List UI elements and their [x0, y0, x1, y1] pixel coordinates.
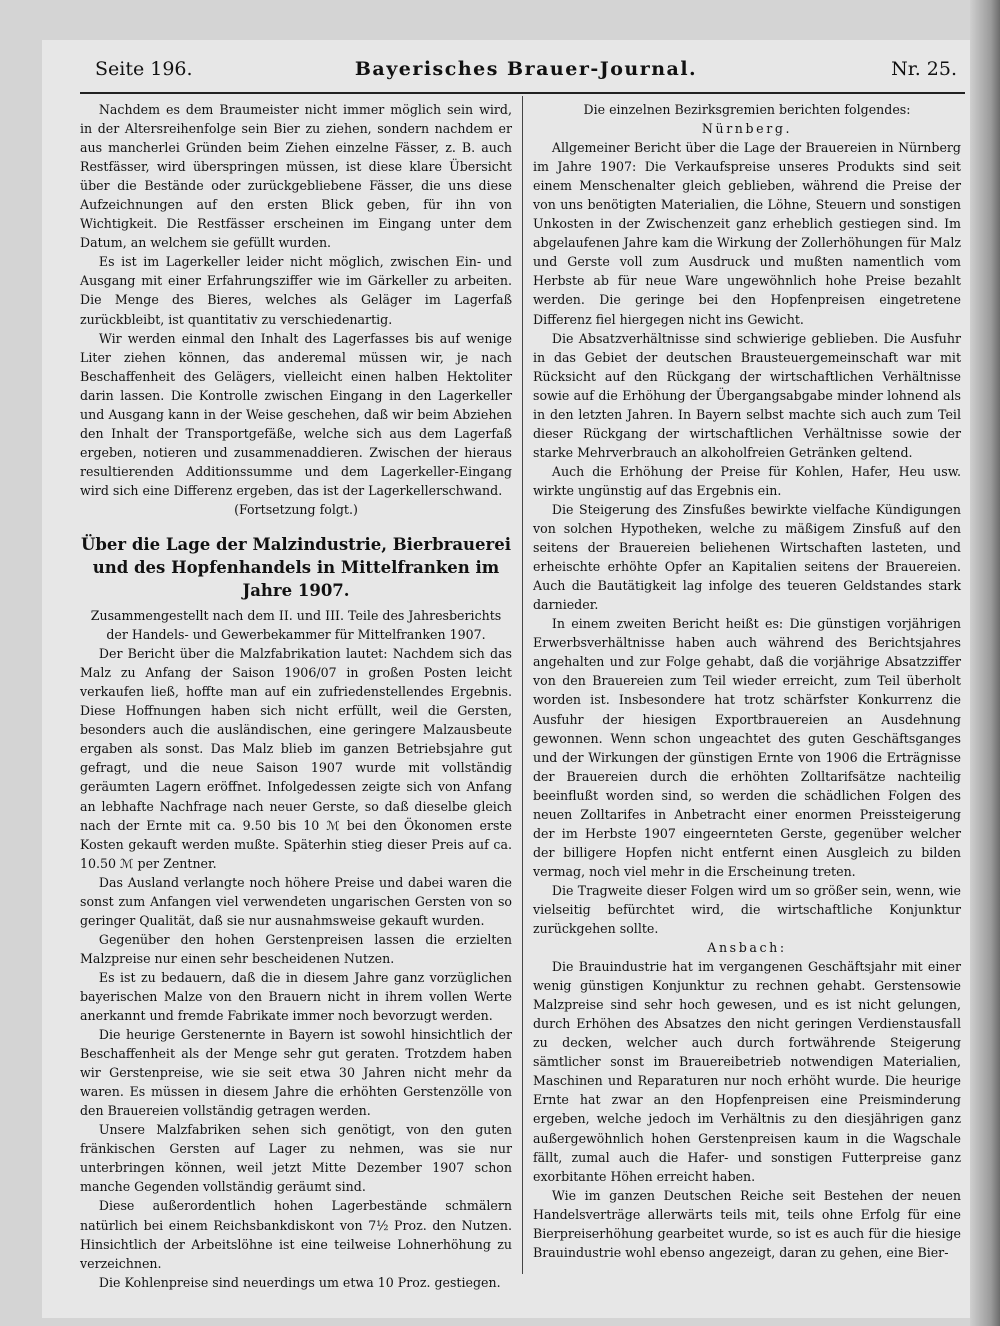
paragraph: Die Brauindustrie hat im vergangenen Geschäftsjahr mit einer wenig günstigen Konjunktur zu rechnen gehabt. Gerstensowie Malzpreise sind sehr hoch gewesen, und es ist nicht gelungen, durch Erhöhen des Absatzes den nicht geringen Verdienstausfall zu decken, welcher auch durch fortwährende Steigerung sämtlicher sonst im Brauereibetrieb notwendigen Materialien, Maschinen und Reparaturen nur noch erhöht wurde. Die heurige Ernte hat zwar an den Hopfenpreisen eine Preisminderung ergeben, welche jedoch im Verhältnis zu den diesjährigen ganz außergewöhnlich hohen Gerstenpreisen kaum in die Wagschale fällt, zumal auch die Hafer- und sonstigen Futterpreise ganz exorbitante Höhen erreicht haben. [533, 959, 961, 1184]
article-headline: Über die Lage der Malzindustrie, Bierbrauerei und des Hopfenhandels in Mittelfranken im Jahre 1907. [81, 535, 511, 601]
column-divider [522, 96, 523, 1274]
paragraph: Wir werden einmal den Inhalt des Lagerfasses bis auf wenige Liter ziehen können, das anderemal müssen wir, je nach Beschaffenheit des Gelägers, vielleicht einen halben Hektoliter darin lassen. Die Kontrolle zwischen Eingang in den Lagerkeller und Ausgang kann in der Weise geschehen, daß wir beim Abziehen den Inhalt der Transportgefäße, welche sich aus dem Lagerfaß ergeben, notieren und zusammenaddieren. Zwischen der hieraus resultierenden Additionssumme und dem Lagerkeller-Eingang wird sich eine Differenz ergeben, das ist der Lagerkellerschwand. [80, 330, 512, 498]
continuation-note: (Fortsetzung folgt.) [234, 501, 358, 517]
section-heading: Ansbach: [707, 940, 787, 956]
paragraph: Die heurige Gerstenernte in Bayern ist sowohl hinsichtlich der Beschaffenheit als der Menge sehr gut geraten. Trotzdem haben wir Gerstenpreise, wie sie seit etwa 30 Jahren nicht mehr da waren. Es müssen in diesem Jahre die erhöhten Gerstenzölle von den Brauereien vollständig getragen werden. [80, 1027, 512, 1119]
section-heading: Nürnberg. [701, 121, 793, 137]
article-subtitle: Zusammengestellt nach dem II. und III. Teile des Jahresberichts der Handels- und Gewerbekammer für Mittelfranken 1907. [90, 608, 502, 643]
paragraph: In einem zweiten Bericht heißt es: Die günstigen vorjährigen Erwerbsverhältnisse haben auch während des Berichtsjahres angehalten und zur Folge gehabt, daß die vorjährige Absatzziffer von den Brauereien zum Teil wieder erreicht, zum Teil überholt worden ist. Insbesondere hat trotz schärfster Konkurrenz die Ausfuhr der hiesigen Exportbrauereien an Ausdehnung gewonnen. Wenn schon ungeachtet des guten Geschäftsganges und der Wirkungen der günstigen Ernte von 1906 die Erträgnisse der Brauereien durch die erhöhten Zolltarifsätze nachteilig beeinflußt worden sind, so werden die schädlichen Folgen des neuen Zolltarifes in Anbetracht einer enormen Preissteigerung der im Herbste 1907 eingeernteten Gerste, gegenüber welcher der billigere Hopfen nicht entfernt einen Ausgleich zu bilden vermag, noch viel mehr in die Erscheinung treten. [533, 616, 961, 879]
page-header [95, 58, 957, 88]
header-rule [80, 92, 965, 94]
right-column [533, 100, 961, 1262]
paragraph: Die einzelnen Bezirksgremien berichten folgendes: [583, 102, 911, 117]
paragraph: Diese außerordentlich hohen Lagerbestände schmälern natürlich bei einem Reichsbankdiskont von 7½ Proz. den Nutzen. Hinsichtlich der Arbeitslöhne ist eine teilweise Lohnerhöhung zu verzeichnen. [80, 1198, 512, 1271]
paragraph: Nachdem es dem Braumeister nicht immer möglich sein wird, in der Altersreihenfolge sein Bier zu ziehen, sondern nachdem er aus mancherlei Gründen beim Ziehen einzelne Fässer, z. B. auch Restfässer, wird überspringen müssen, ist diese klare Übersicht über die Bestände oder zurückgebliebene Fässer, die uns diese Aufzeichnungen auf den ersten Blick geben, für ihn von Wichtigkeit. Die Restfässer erscheinen im Eingang unter dem Datum, an welchem sie gefüllt wurden. [80, 102, 512, 251]
paragraph: Es ist im Lagerkeller leider nicht möglich, zwischen Ein- und Ausgang mit einer Erfahrungsziffer wie im Gärkeller zu arbeiten. Die Menge des Bieres, welches als Geläger im Lagerfaß zurückbleibt, ist quantitativ zu verschiedenartig. [80, 254, 512, 327]
issue-number: Nr. 25. [891, 58, 957, 80]
paragraph: Allgemeiner Bericht über die Lage der Brauereien in Nürnberg im Jahre 1907: Die Verkaufspreise unseres Produkts sind seit einem Menschenalter gleich geblieben, während die Preise der von uns benötigten Materialien, die Löhne, Steuern und sonstigen Unkosten in der Zwischenzeit ganz erheblich gestiegen sind. Im abgelaufenen Jahre kam die Wirkung der Zollerhöhungen für Malz und Gerste voll zum Ausdruck und mußten namentlich vom Herbste ab für neue Ware ungewöhnlich hohe Preise bezahlt werden. Die geringe bei den Hopfenpreisen eingetretene Differenz fiel hiergegen nicht ins Gewicht. [533, 140, 961, 327]
journal-title: Bayerisches Brauer-Journal. [354, 58, 698, 80]
paragraph: Die Tragweite dieser Folgen wird um so größer sein, wenn, wie vielseitig befürchtet wird, die wirtschaftliche Konjunktur zurückgehen sollte. [533, 882, 961, 937]
page-edge-shadow [970, 0, 1000, 1326]
paragraph: Es ist zu bedauern, daß die in diesem Jahre ganz vorzüglichen bayerischen Malze von den Brauern nicht in ihrem vollen Werte anerkannt und fremde Fabrikate immer noch bevorzugt werden. [80, 969, 512, 1024]
page-number: Seite 196. [95, 58, 193, 80]
left-column [80, 100, 512, 1292]
paragraph: Gegenüber den hohen Gerstenpreisen lassen die erzielten Malzpreise nur einen sehr bescheidenen Nutzen. [80, 931, 512, 966]
paragraph: Die Absatzverhältnisse sind schwierige geblieben. Die Ausfuhr in das Gebiet der deutschen Brausteuergemeinschaft war mit Rücksicht auf den Rückgang der wirtschaftlichen Verhältnisse sowie auf die Erhöhung der Übergangsabgabe minder lohnend als in den letzten Jahren. In Bayern selbst machte sich auch zum Teil dieser Rückgang der wirtschaftlichen Verhältnisse sowie der starke Mehrverbrauch an alkoholfreien Getränken geltend. [533, 330, 961, 460]
paragraph: Die Kohlenpreise sind neuerdings um etwa 10 Proz. gestiegen. [98, 1274, 501, 1290]
paragraph: Das Ausland verlangte noch höhere Preise und dabei waren die sonst zum Anfangen viel verwendeten ungarischen Gersten von so geringer Qualität, daß sie nur ausnahmsweise gekauft wurden. [80, 874, 512, 928]
paragraph: Die Steigerung des Zinsfußes bewirkte vielfache Kündigungen von solchen Hypotheken, welche zu mäßigem Zinsfuß auf den seitens der Brauereien beliehenen Wirtschaften lasteten, und erheischte erhöhte Opfer an Kapitalien seitens der Brauereien. Auch die Bautätigkeit lag infolge des teueren Geldstandes stark darnieder. [533, 501, 961, 613]
paragraph: Der Bericht über die Malzfabrikation lautet: Nachdem sich das Malz zu Anfang der Saison 1906/07 in großen Posten leicht verkaufen ließ, hoffte man auf ein zufriedenstellendes Ergebnis. Diese Hoffnungen haben sich nicht erfüllt, weil die Gersten, besonders auch die ausländischen, eine geringere Malzausbeute ergaben als sonst. Das Malz blieb im ganzen Betriebsjahre gut gefragt, und die neue Saison 1907 wurde mit vollständig geräumten Lagern eröffnet. Infolgedessen zeigte sich von Anfang an lebhafte Nachfrage nach neuer Gerste, so daß dieselbe gleich nach der Ernte mit ca. 9.50 bis 10 ℳ bei den Ökonomen erste Kosten gekauft werden mußte. Späterhin stieg dieser Preis auf ca. 10.50 ℳ per Zentner. [80, 646, 512, 871]
paragraph: Auch die Erhöhung der Preise für Kohlen, Hafer, Heu usw. wirkte ungünstig auf das Ergebnis ein. [533, 463, 961, 498]
paragraph: Wie im ganzen Deutschen Reiche seit Bestehen der neuen Handelsverträge allerwärts teils mit, teils ohne Erfolg für eine Bierpreiserhöhung gearbeitet wurde, so ist es auch für die hiesige Brauindustrie wohl ebenso angezeigt, daran zu gehen, eine Bier- [533, 1187, 961, 1260]
paragraph: Unsere Malzfabriken sehen sich genötigt, von den guten fränkischen Gersten auf Lager zu nehmen, was sie nur unterbringen können, weil jetzt Mitte Dezember 1907 schon manche Gegenden vollständig geräumt sind. [80, 1122, 512, 1195]
